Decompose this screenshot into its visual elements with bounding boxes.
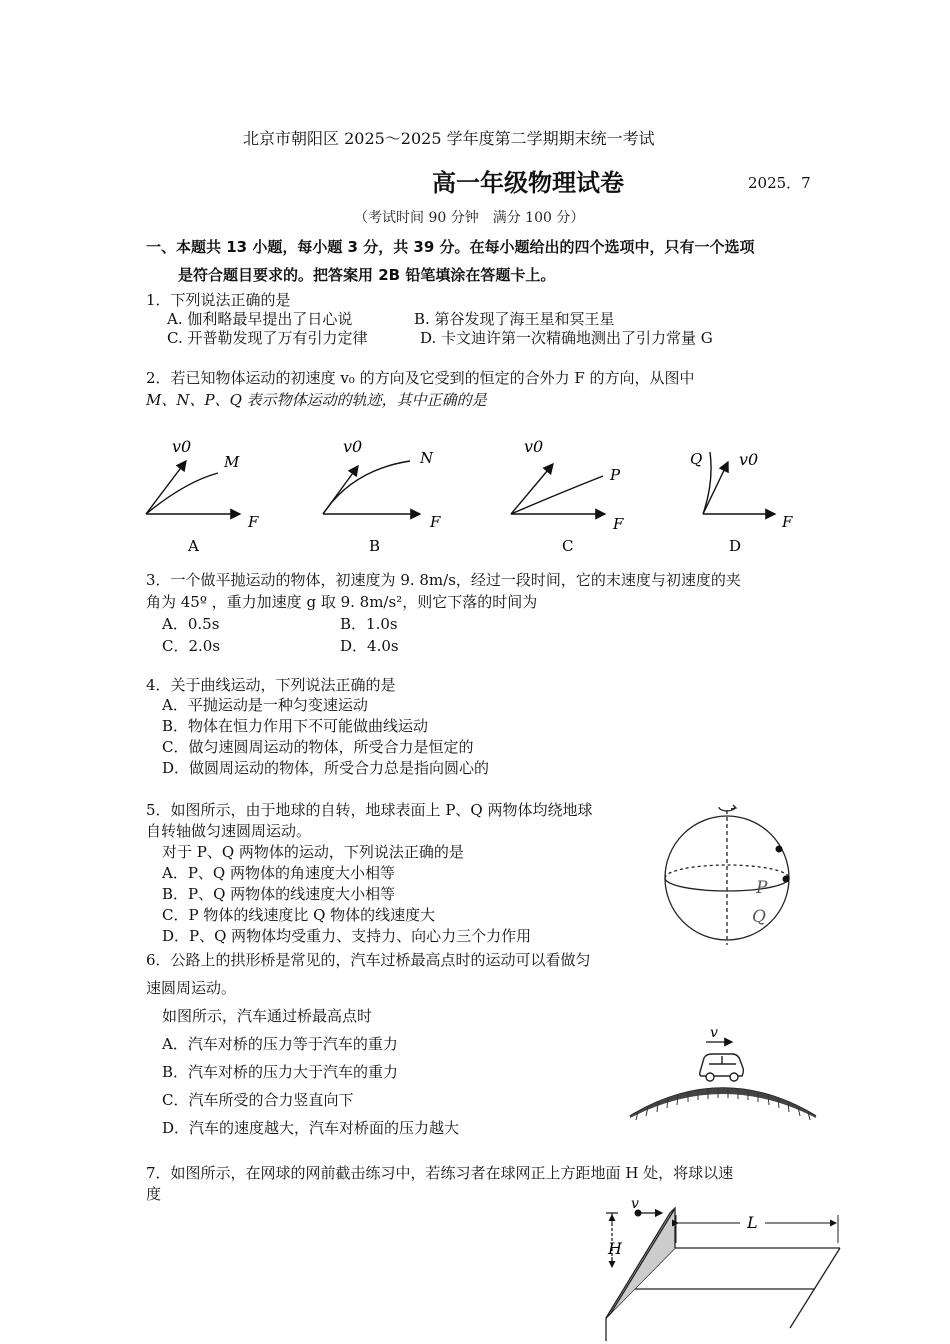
- tennis-h-label: H: [608, 1239, 622, 1258]
- q7-stem-cont: 度: [146, 1185, 162, 1203]
- q6-option-b: B．汽车对桥的压力大于汽车的重力: [162, 1063, 399, 1081]
- q2-b-option-label: B: [369, 537, 381, 555]
- q7-stem: 7．如图所示，在网球的网前截击练习中，若练习者在球网正上方距地面 H 处，将球以速: [146, 1164, 734, 1182]
- q1-option-a: A. 伽利略最早提出了日心说: [167, 310, 353, 328]
- bridge-v-label: v: [710, 1025, 718, 1041]
- q4-option-a: A．平抛运动是一种匀变速运动: [162, 696, 368, 714]
- q2-figure-b: [323, 461, 420, 514]
- q4-option-c: C．做匀速圆周运动的物体，所受合力是恒定的: [162, 738, 474, 756]
- q1-option-d: D. 卡文迪许第一次精确地测出了引力常量 G: [420, 329, 713, 347]
- car-icon: [700, 1054, 744, 1081]
- q3-stem: 3．一个做平抛运动的物体，初速度为 9. 8m/s，经过一段时间，它的末速度与初速度的夹: [146, 571, 741, 589]
- exam-header-line: 北京市朝阳区 2025～2025 学年度第二学期期末统一考试: [243, 129, 655, 148]
- q6-stem: 6．公路上的拱形桥是常见的，汽车过桥最高点时的运动可以看做匀: [146, 951, 591, 969]
- q3-stem-cont: 角为 45º ，重力加速度 g 取 9. 8m/s²，则它下落的时间为: [146, 593, 538, 611]
- earth-p-label: P: [756, 878, 768, 898]
- q2-c-v0-label: v0: [524, 437, 544, 456]
- q6-option-a: A．汽车对桥的压力等于汽车的重力: [162, 1035, 398, 1053]
- q2-stem: 2．若已知物体运动的初速度 v₀ 的方向及它受到的恒定的合外力 F 的方向，从图中: [146, 369, 695, 387]
- q2-c-option-label: C: [562, 537, 574, 555]
- q5-question: 对于 P、Q 两物体的运动，下列说法正确的是: [162, 843, 464, 861]
- q2-b-v0-label: v0: [343, 437, 363, 456]
- q6-option-d: D．汽车的速度越大，汽车对桥面的压力越大: [162, 1119, 460, 1137]
- q2-d-v0-label: v0: [739, 450, 759, 469]
- q2-stem-cont: M、N、P、Q 表示物体运动的轨迹，其中正确的是: [146, 391, 487, 409]
- q2-c-force-label: F: [613, 515, 624, 533]
- q2-c-curve-label: P: [610, 466, 621, 484]
- q2-d-option-label: D: [729, 537, 742, 555]
- q6-option-c: C．汽车所受的合力竖直向下: [162, 1091, 354, 1109]
- q2-a-force-label: F: [248, 513, 259, 531]
- q3-option-a: A．0.5s: [162, 615, 220, 633]
- q6-stem-cont: 速圆周运动。: [146, 979, 237, 997]
- earth-q-label: Q: [752, 907, 766, 927]
- q5-stem-cont: 自转轴做匀速圆周运动。: [146, 822, 312, 840]
- tennis-figure: [590, 1193, 850, 1344]
- earth-figure: [655, 795, 800, 950]
- q3-option-d: D．4.0s: [340, 637, 399, 655]
- bridge-figure: [628, 1020, 818, 1120]
- q3-option-b: B．1.0s: [340, 615, 398, 633]
- q5-option-c: C．P 物体的线速度比 Q 物体的线速度大: [162, 906, 436, 924]
- q2-figure-c: [511, 464, 605, 514]
- exam-date: 2025．7: [748, 174, 811, 192]
- q4-option-d: D．做圆周运动的物体，所受合力总是指向圆心的: [162, 759, 490, 777]
- q2-b-curve-label: N: [420, 449, 434, 467]
- section-instruction: 一、本题共 13 小题，每小题 3 分，共 39 分。在每小题给出的四个选项中，只有一个选项: [146, 238, 755, 256]
- q5-stem: 5．如图所示，由于地球的自转，地球表面上 P、Q 两物体均绕地球: [146, 801, 593, 819]
- tennis-v-label: v: [631, 1196, 639, 1212]
- q5-option-a: A．P、Q 两物体的角速度大小相等: [162, 864, 395, 882]
- point-q-dot: [783, 876, 790, 883]
- q2-figures: [0, 0, 950, 570]
- q2-a-curve-label: M: [224, 453, 240, 471]
- q1-option-b: B. 第谷发现了海王星和冥王星: [414, 310, 615, 328]
- q3-option-c: C．2.0s: [162, 637, 221, 655]
- q2-b-force-label: F: [430, 513, 441, 531]
- q5-option-d: D．P、Q 两物体均受重力、支持力、向心力三个力作用: [162, 927, 532, 945]
- exam-title: 高一年级物理试卷: [432, 169, 624, 197]
- q2-d-curve-label: Q: [690, 450, 703, 468]
- q5-option-b: B．P、Q 两物体的线速度大小相等: [162, 885, 396, 903]
- q2-a-v0-label: v0: [172, 437, 192, 456]
- q4-stem: 4．关于曲线运动，下列说法正确的是: [146, 676, 396, 694]
- point-p-dot: [776, 846, 783, 853]
- section-instruction-cont: 是符合题目要求的。把答案用 2B 铅笔填涂在答题卡上。: [178, 266, 556, 284]
- exam-info: （考试时间 90 分钟 满分 100 分）: [354, 210, 585, 226]
- q2-a-option-label: A: [188, 537, 199, 555]
- q6-question: 如图所示，汽车通过桥最高点时: [162, 1007, 373, 1025]
- q2-d-force-label: F: [782, 513, 793, 531]
- q1-stem: 1．下列说法正确的是: [146, 291, 291, 309]
- q4-option-b: B．物体在恒力作用下不可能做曲线运动: [162, 717, 429, 735]
- tennis-l-label: L: [747, 1213, 758, 1232]
- q1-option-c: C. 开普勒发现了万有引力定律: [167, 329, 368, 347]
